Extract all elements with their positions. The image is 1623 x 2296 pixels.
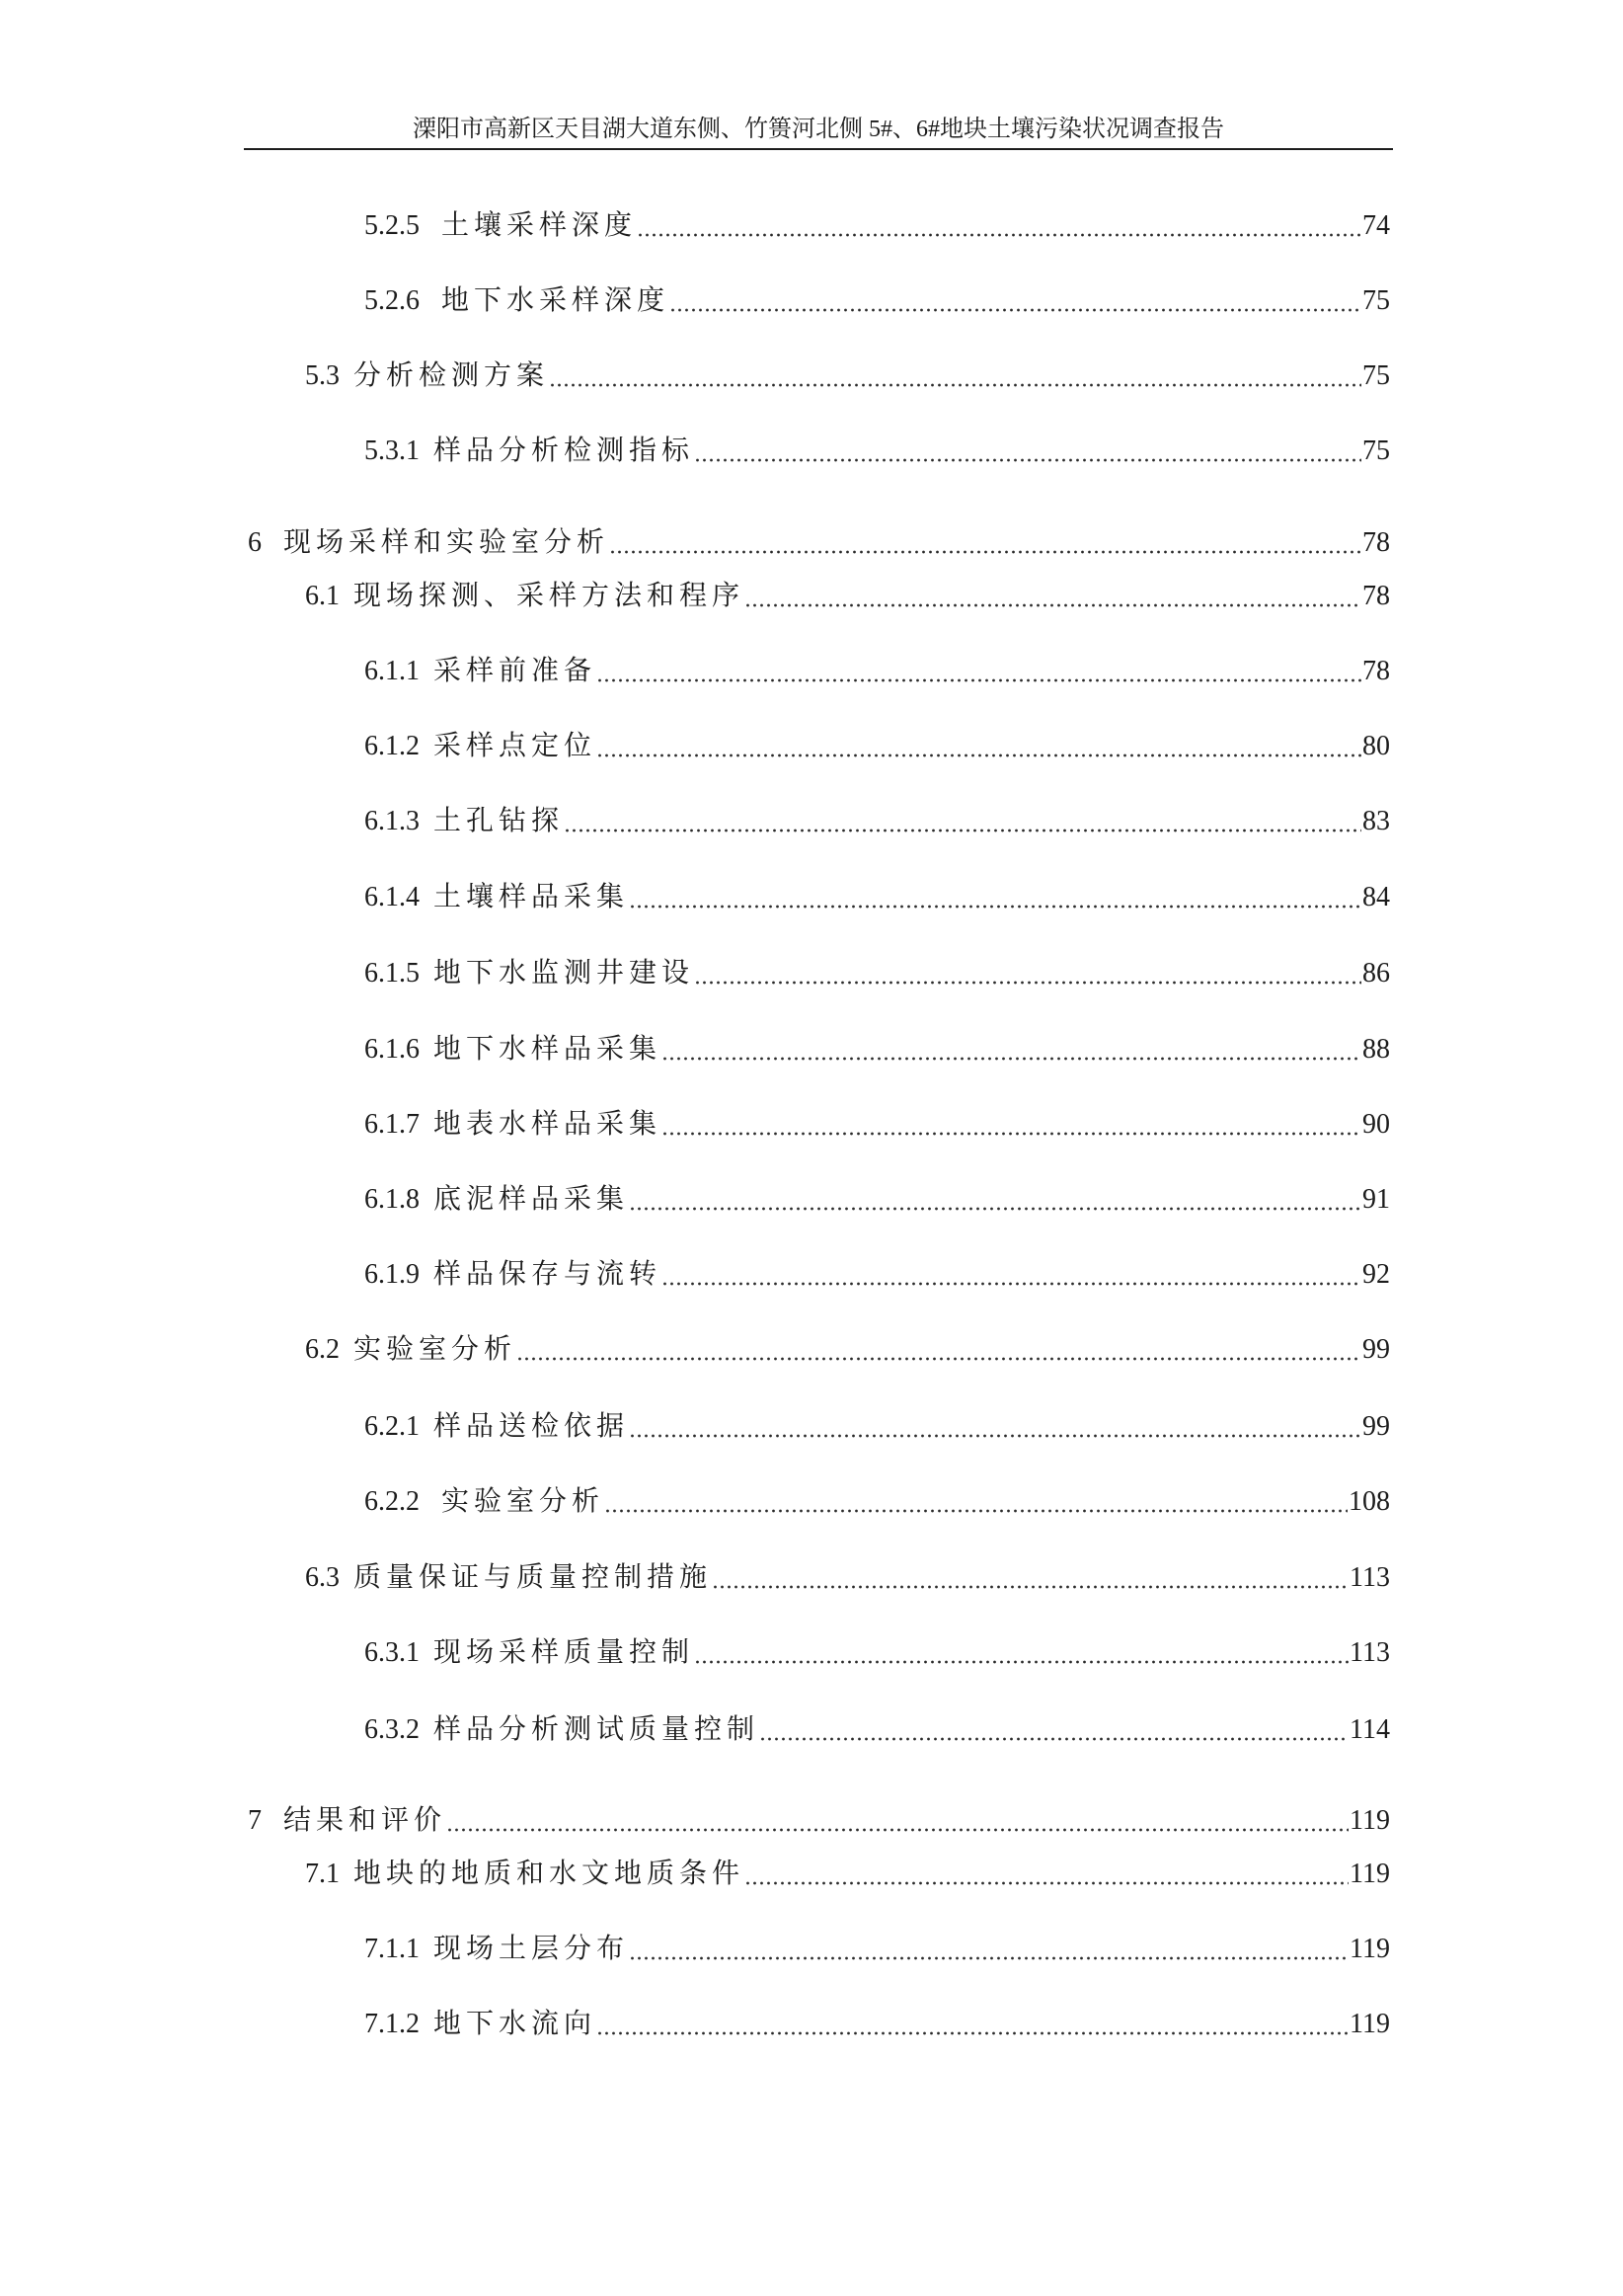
toc-entry-title: 土壤采样深度 xyxy=(441,210,638,241)
dot-leader xyxy=(596,729,1361,764)
toc-entry-6[interactable] xyxy=(248,525,1390,561)
dot-leader xyxy=(694,1635,1349,1671)
toc-entry-title: 土壤样品采集 xyxy=(433,882,630,912)
toc-entry-6-1-8[interactable] xyxy=(364,1182,1390,1218)
dot-leader xyxy=(661,1032,1361,1068)
toc-entry-number: 5.3 xyxy=(305,360,340,391)
toc-entry-page-number: 75 xyxy=(1362,285,1390,316)
toc-entry-title: 分析检测方案 xyxy=(353,360,550,391)
dot-leader xyxy=(744,579,1361,614)
header-rule xyxy=(244,148,1393,150)
toc-entry-title: 地下水流向 xyxy=(433,2009,597,2039)
toc-entry-6-3[interactable] xyxy=(305,1560,1390,1596)
toc-entry-6-3-1[interactable] xyxy=(364,1635,1390,1671)
dot-leader xyxy=(694,956,1361,991)
toc-entry-page-number: 91 xyxy=(1362,1184,1390,1215)
toc-entry-6-1-4[interactable] xyxy=(364,880,1390,915)
toc-entry-number: 5.2.6 xyxy=(364,285,420,316)
toc-entry-number: 6.1.7 xyxy=(364,1109,420,1140)
toc-entry-page-number: 78 xyxy=(1362,527,1390,558)
dot-leader xyxy=(629,1932,1349,1967)
toc-entry-title: 现场土层分布 xyxy=(433,1934,630,1964)
dot-leader xyxy=(637,208,1361,244)
toc-entry-number: 6.1.1 xyxy=(364,656,420,686)
toc-entry-number: 7 xyxy=(248,1805,262,1836)
dot-leader xyxy=(694,434,1361,469)
toc-entry-page-number: 114 xyxy=(1350,1714,1390,1745)
toc-entry-6-2-2[interactable] xyxy=(364,1484,1390,1520)
toc-entry-page-number: 80 xyxy=(1362,731,1390,761)
toc-entry-6-1-6[interactable] xyxy=(364,1032,1390,1068)
dot-leader xyxy=(669,283,1361,319)
toc-entry-title: 现场采样质量控制 xyxy=(433,1637,695,1668)
running-header-title: 溧阳市高新区天目湖大道东侧、竹篑河北侧 5#、6#地块土壤污染状况调查报告 xyxy=(413,117,1224,142)
toc-entry-page-number: 78 xyxy=(1362,581,1390,611)
toc-entry-title: 结果和评价 xyxy=(283,1805,447,1836)
toc-entry-number: 6.3.2 xyxy=(364,1714,420,1745)
dot-leader xyxy=(629,880,1361,915)
toc-entry-6-1-3[interactable] xyxy=(364,804,1390,839)
toc-entry-page-number: 99 xyxy=(1362,1411,1390,1442)
toc-entry-number: 6.2 xyxy=(305,1334,340,1365)
toc-entry-number: 6 xyxy=(248,527,262,558)
toc-entry-page-number: 88 xyxy=(1362,1034,1390,1065)
toc-entry-number: 7.1 xyxy=(305,1859,340,1889)
dot-leader xyxy=(596,2007,1349,2042)
dot-leader xyxy=(516,1332,1361,1368)
toc-entry-number: 5.2.5 xyxy=(364,210,420,241)
dot-leader xyxy=(712,1560,1349,1596)
toc-entry-title: 实验室分析 xyxy=(441,1486,605,1517)
toc-entry-page-number: 90 xyxy=(1362,1109,1390,1140)
toc-entry-page-number: 113 xyxy=(1350,1637,1390,1668)
dot-leader xyxy=(661,1257,1361,1293)
toc-entry-7-1-1[interactable] xyxy=(364,1932,1390,1967)
toc-entry-title: 土孔钻探 xyxy=(433,806,565,836)
toc-entry-title: 现场探测、采样方法和程序 xyxy=(353,581,745,611)
toc-entry-6-2-1[interactable] xyxy=(364,1409,1390,1445)
toc-entry-title: 地下水采样深度 xyxy=(441,285,670,316)
toc-entry-number: 6.3.1 xyxy=(364,1637,420,1668)
toc-entry-number: 7.1.1 xyxy=(364,1934,420,1964)
toc-entry-page-number: 78 xyxy=(1362,656,1390,686)
toc-entry-title: 地块的地质和水文地质条件 xyxy=(353,1859,745,1889)
toc-entry-page-number: 74 xyxy=(1362,210,1390,241)
toc-entry-page-number: 119 xyxy=(1350,1859,1390,1889)
dot-leader xyxy=(609,525,1361,561)
toc-entry-page-number: 113 xyxy=(1350,1562,1390,1593)
toc-entry-5-2-5[interactable] xyxy=(364,208,1390,244)
toc-entry-page-number: 86 xyxy=(1362,958,1390,989)
dot-leader xyxy=(661,1107,1361,1143)
toc-entry-5-2-6[interactable] xyxy=(364,283,1390,319)
toc-entry-5-3-1[interactable] xyxy=(364,434,1390,469)
toc-entry-number: 6.1.3 xyxy=(364,806,420,836)
toc-entry-7[interactable] xyxy=(248,1803,1390,1839)
toc-entry-title: 现场采样和实验室分析 xyxy=(283,527,610,558)
toc-entry-page-number: 92 xyxy=(1362,1259,1390,1290)
toc-entry-number: 6.1.8 xyxy=(364,1184,420,1215)
dot-leader xyxy=(629,1409,1361,1445)
dot-leader xyxy=(446,1803,1349,1839)
toc-entry-6-1-9[interactable] xyxy=(364,1257,1390,1293)
toc-entry-number: 7.1.2 xyxy=(364,2009,420,2039)
toc-entry-number: 6.1.4 xyxy=(364,882,420,912)
toc-entry-page-number: 84 xyxy=(1362,882,1390,912)
toc-entry-title: 实验室分析 xyxy=(353,1334,517,1365)
toc-entry-6-1[interactable] xyxy=(305,579,1390,614)
toc-entry-6-2[interactable] xyxy=(305,1332,1390,1368)
toc-entry-title: 质量保证与质量控制措施 xyxy=(353,1562,713,1593)
dot-leader xyxy=(564,804,1361,839)
dot-leader xyxy=(604,1484,1348,1520)
dot-leader xyxy=(759,1712,1349,1748)
toc-entry-7-1[interactable] xyxy=(305,1857,1390,1892)
toc-entry-page-number: 75 xyxy=(1362,360,1390,391)
dot-leader xyxy=(744,1857,1349,1892)
toc-entry-title: 样品送检依据 xyxy=(433,1411,630,1442)
toc-entry-title: 样品保存与流转 xyxy=(433,1259,662,1290)
toc-entry-6-1-5[interactable] xyxy=(364,956,1390,991)
toc-entry-number: 5.3.1 xyxy=(364,435,420,466)
dot-leader xyxy=(549,358,1361,394)
toc-entry-number: 6.1.9 xyxy=(364,1259,420,1290)
toc-entry-6-1-7[interactable] xyxy=(364,1107,1390,1143)
toc-entry-page-number: 119 xyxy=(1350,2009,1390,2039)
toc-entry-5-3[interactable] xyxy=(305,358,1390,394)
toc-entry-page-number: 119 xyxy=(1350,1934,1390,1964)
toc-entry-title: 采样前准备 xyxy=(433,656,597,686)
toc-entry-title: 底泥样品采集 xyxy=(433,1184,630,1215)
toc-entry-title: 地下水样品采集 xyxy=(433,1034,662,1065)
toc-entry-number: 6.2.1 xyxy=(364,1411,420,1442)
toc-entry-6-1-1[interactable] xyxy=(364,654,1390,689)
toc-entry-page-number: 108 xyxy=(1349,1486,1390,1517)
toc-entry-number: 6.1 xyxy=(305,581,340,611)
dot-leader xyxy=(596,654,1361,689)
toc-entry-title: 地下水监测井建设 xyxy=(433,958,695,989)
toc-entry-6-3-2[interactable] xyxy=(364,1712,1390,1748)
toc-entry-page-number: 75 xyxy=(1362,435,1390,466)
toc-entry-number: 6.3 xyxy=(305,1562,340,1593)
toc-entry-title: 采样点定位 xyxy=(433,731,597,761)
toc-entry-title: 样品分析检测指标 xyxy=(433,435,695,466)
toc-entry-page-number: 119 xyxy=(1350,1805,1390,1836)
toc-entry-number: 6.1.5 xyxy=(364,958,420,989)
toc-entry-number: 6.2.2 xyxy=(364,1486,420,1517)
toc-entry-number: 6.1.2 xyxy=(364,731,420,761)
toc-entry-title: 样品分析测试质量控制 xyxy=(433,1714,760,1745)
toc-entry-7-1-2[interactable] xyxy=(364,2007,1390,2042)
toc-entry-title: 地表水样品采集 xyxy=(433,1109,662,1140)
toc-entry-page-number: 83 xyxy=(1362,806,1390,836)
toc-entry-number: 6.1.6 xyxy=(364,1034,420,1065)
toc-entry-6-1-2[interactable] xyxy=(364,729,1390,764)
dot-leader xyxy=(629,1182,1361,1218)
toc-entry-page-number: 99 xyxy=(1362,1334,1390,1365)
